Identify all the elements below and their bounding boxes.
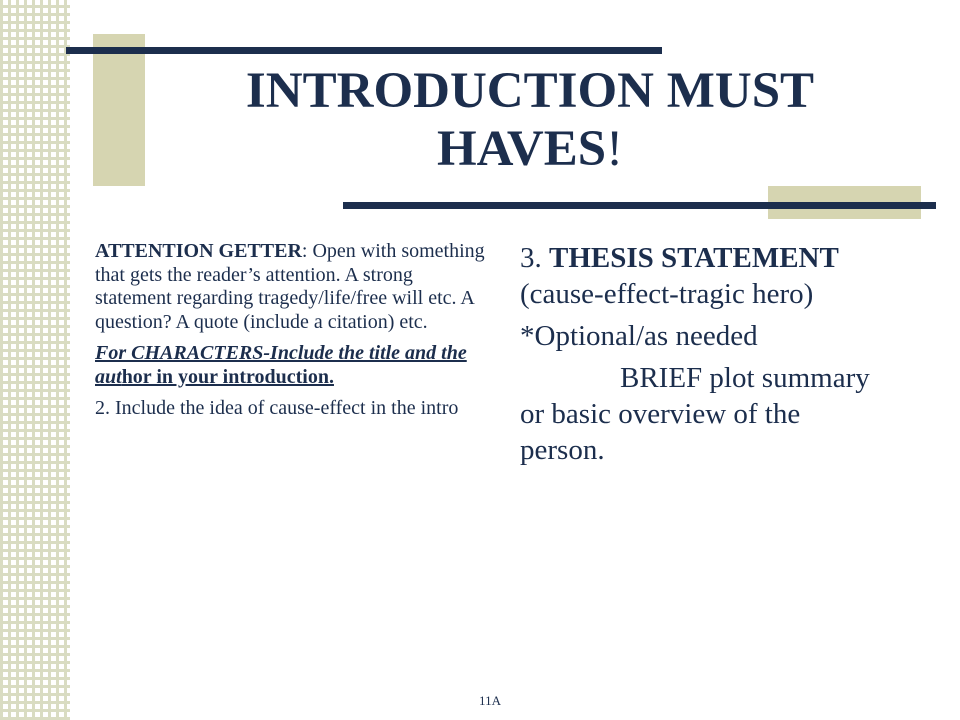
characters-note [95,342,490,389]
side-pattern-decoration [0,0,70,720]
attention-getter-text: : Open with something that gets the reader’s attention. A strong statement regarding tragedy/life/free will etc. A question? A quote (include a citation) etc. [95,240,485,333]
decor-block-left [93,34,145,186]
slide-title-punct: ! [606,121,624,177]
thesis-number: 3. [520,242,549,274]
attention-getter-paragraph [95,240,490,334]
left-column [95,240,490,429]
slide-title [160,62,900,178]
optional-note: *Optional/as needed [520,320,758,352]
thesis-paragraph [520,240,890,312]
slide-footer: 11A [479,693,501,708]
summary-paragraph [520,360,890,468]
decor-line-top [66,47,662,54]
decor-line-bottom [343,202,936,209]
cause-effect-item: 2. Include the idea of cause-effect in the intro [95,397,459,419]
characters-note-part2: hor in your introduction. [121,365,334,388]
thesis-paren: (cause-effect-tragic hero) [520,278,814,310]
thesis-label: THESIS STATEMENT [549,242,839,274]
right-column [520,240,890,474]
slide-title-text: INTRODUCTION MUST HAVES [245,63,815,177]
summary-text: BRIEF plot summary or basic overview of the person. [520,362,870,466]
characters-note-part1: For CHARACTERS-Include the title and the aut [95,342,467,388]
attention-getter-label: ATTENTION GETTER [95,240,302,262]
